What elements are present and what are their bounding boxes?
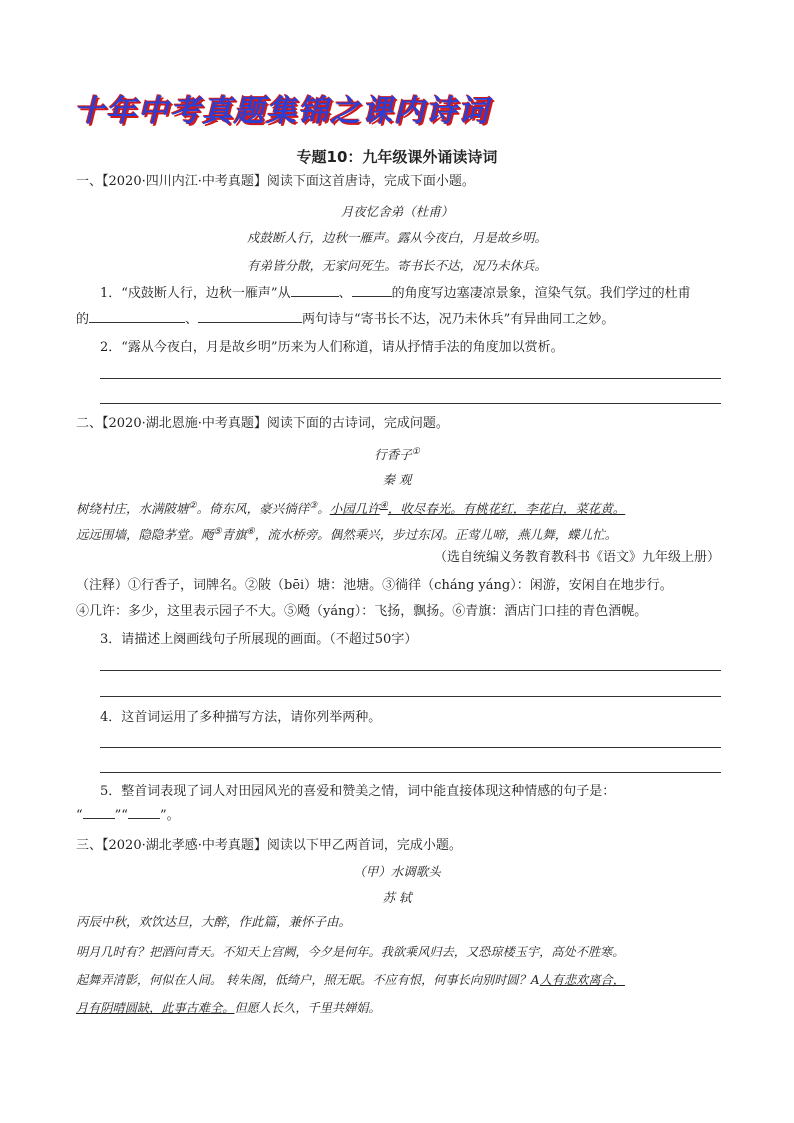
poem-3-preface: 丙辰中秋，欢饮达旦，大醉，作此篇，兼怀子由。: [76, 914, 352, 929]
quote-mark: ”“: [114, 808, 128, 823]
poem-text: 。倚东风，豪兴徜徉: [196, 501, 310, 517]
question-5: 5．整首词表现了词人对田园风光的喜爱和赞美之情，词中能直接体现这种情感的句子是：: [100, 784, 616, 799]
footnote-marker: ③: [309, 501, 318, 511]
answer-blank[interactable]: [291, 284, 339, 297]
underlined-text: 小园几许: [329, 501, 380, 517]
poem-2-line-1: [76, 496, 720, 519]
poem-1-title: 月夜忆舍弟（杜甫）: [340, 204, 454, 219]
answer-blank[interactable]: [352, 284, 392, 297]
poem-2-line-2: [76, 522, 720, 545]
footnote-marker: ①: [411, 447, 420, 457]
answer-line[interactable]: [100, 670, 721, 671]
annotation-line-2: ④几许：多少，这里表示园子不大。⑤飏（yáng）：飞扬，飘扬。⑥青旗：酒店门口挂的青色酒幌。: [76, 604, 648, 619]
poem-text: 起舞弄清影，何似在人间。 转朱阁，低绮户，照无眠。不应有恨，何事长向别时圆？A: [76, 973, 540, 987]
poem-3-title: （甲）水调歌头: [353, 864, 441, 879]
poem-3-line-3: [76, 998, 720, 1018]
section-1-header: 一、【2020·四川内江·中考真题】阅读下面这首唐诗，完成下面小题。: [76, 174, 475, 189]
banner-title: 十年中考真题集锦之课内诗词: [74, 94, 490, 129]
poem-text: 青旗: [221, 527, 247, 543]
poem-text: 远远围墙，隐隐茅堂。飏: [76, 527, 214, 543]
poem-3-author: 苏 轼: [382, 890, 412, 905]
poem-2-author: 秦 观: [382, 472, 412, 487]
question-1-cont: [76, 310, 720, 330]
poem-text: 树绕村庄，水满陂塘: [76, 501, 189, 517]
answer-line[interactable]: [100, 378, 721, 379]
answer-line[interactable]: [100, 403, 721, 404]
answer-blank[interactable]: [198, 310, 302, 323]
question-1-text-d: 的: [76, 312, 90, 327]
poem-1-line-1: 戍鼓断人行，边秋一雁声。露从今夜白，月是故乡明。: [246, 230, 547, 245]
poem-text: 但愿人长久，千里共婵娟。: [234, 1001, 381, 1015]
answer-blank[interactable]: [89, 310, 185, 323]
quote-mark: “: [76, 808, 83, 823]
answer-blank[interactable]: [128, 806, 160, 819]
quote-mark: ”。: [159, 808, 180, 823]
answer-line[interactable]: [100, 747, 721, 748]
poem-3-line-1: 明月几时有？把酒问青天。不知天上宫阙，今夕是何年。我欲乘风归去，又恐琼楼玉宇，高处不胜寒。: [76, 945, 625, 959]
poem-3-line-2: [76, 970, 720, 990]
question-4: 4．这首词运用了多种描写方法，请你列举两种。: [100, 710, 382, 725]
poem-2-source: （选自统编义务教育教科书《语文》九年级上册）: [433, 550, 720, 565]
poem-text: 。: [317, 501, 330, 517]
answer-line[interactable]: [100, 696, 721, 697]
page-title: 专题10：九年级课外诵读诗词: [296, 148, 498, 166]
question-1: [100, 284, 720, 304]
answer-blank[interactable]: [83, 806, 115, 819]
footnote-marker: ⑤: [213, 527, 222, 537]
question-1-text-b: 、: [338, 286, 352, 301]
underlined-text: 人有悲欢离合，: [539, 973, 625, 987]
underlined-text: ，收尽春光。有桃花红，李花白，菜花黄。: [387, 501, 626, 517]
section-3-header: 三、【2020·湖北孝感·中考真题】阅读以下甲乙两首词，完成小题。: [76, 838, 462, 853]
question-3: 3．请描述上阕画线句子所展现的画面。（不超过50字）: [100, 632, 418, 647]
question-1-text-c: 的角度写边塞凄凉景象，渲染气氛。我们学过的杜甫: [391, 286, 691, 301]
question-1-text-e: 、: [185, 312, 199, 327]
question-1-text-a: 1．“戍鼓断人行，边秋一雁声”从: [100, 286, 291, 301]
question-1-text-f: 两句诗与“寄书长不达，况乃未休兵”有异曲同工之妙。: [302, 312, 615, 327]
question-5-cont: [76, 806, 720, 826]
poem-1-line-2: 有弟皆分散，无家问死生。寄书长不达，况乃未休兵。: [246, 258, 547, 273]
footnote-marker: ⑥: [246, 527, 255, 537]
poem-2-title: [0, 442, 794, 465]
answer-line[interactable]: [100, 772, 721, 773]
underlined-text: 月有阴晴圆缺，此事古难全。: [76, 1001, 235, 1015]
poem-2-title-text: 行香子: [374, 447, 412, 463]
footnote-marker: ②: [188, 501, 197, 511]
poem-text: ，流水桥旁。偶然乘兴，步过东冈。正莺儿啼，燕儿舞，蝶儿忙。: [254, 527, 618, 543]
annotation-line-1: （注释）①行香子，词牌名。②陂（bēi）塘：池塘。③徜徉（cháng yáng）：闲游，安闲自在地步行。: [76, 578, 673, 593]
section-2-header: 二、【2020·湖北恩施·中考真题】阅读下面的古诗词，完成问题。: [76, 416, 449, 431]
footnote-marker: ④: [379, 501, 388, 511]
question-2: 2．“露从今夜白，月是故乡明”历来为人们称道，请从抒情手法的角度加以赏析。: [100, 340, 564, 355]
